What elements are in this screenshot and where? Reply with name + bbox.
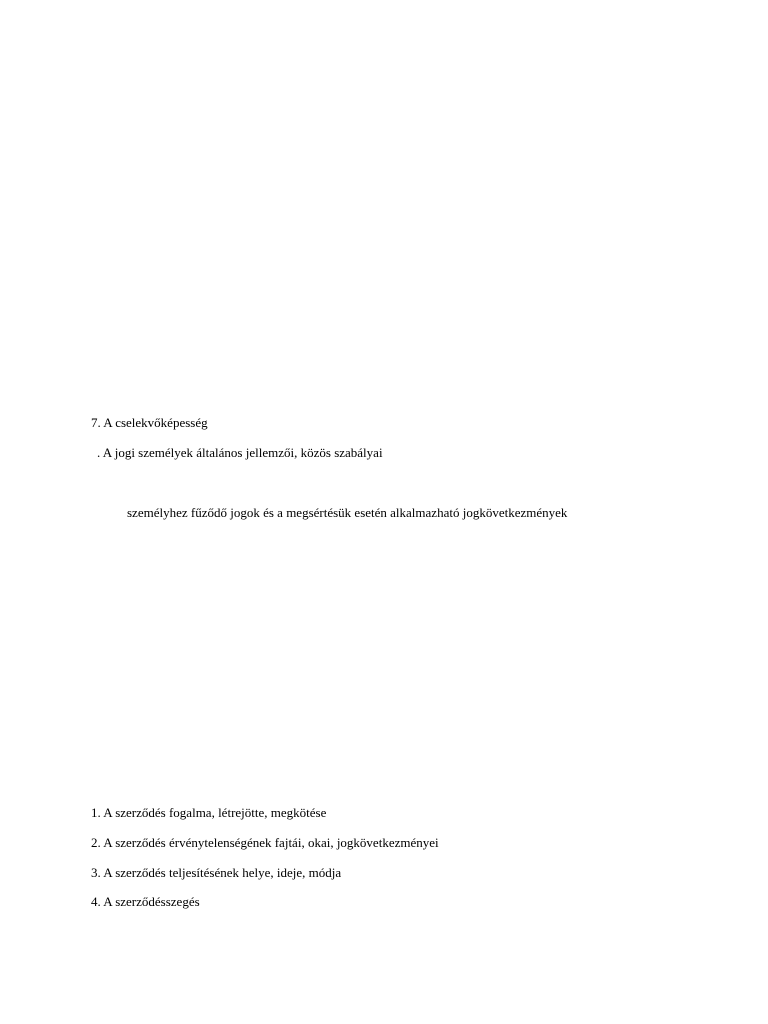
list-item: 3. A szerződés teljesítésének helye, ideje, módja: [91, 865, 342, 880]
section-subheading-jogi-szemelyek: . A jogi személyek általános jellemzői, közös szabályai: [97, 445, 383, 460]
indented-text-szemelyhez-fuzodo-jogok: személyhez fűződő jogok és a megsértésük esetén alkalmazható jogkövetkezmények: [127, 505, 568, 520]
list-item: 4. A szerződésszegés: [91, 894, 200, 909]
section-heading-cselekvokepesseg: 7. A cselekvőképesség: [91, 415, 208, 430]
list-item: 1. A szerződés fogalma, létrejötte, megkötése: [91, 805, 327, 820]
list-item: 2. A szerződés érvénytelenségének fajtái, okai, jogkövetkezményei: [91, 835, 439, 850]
